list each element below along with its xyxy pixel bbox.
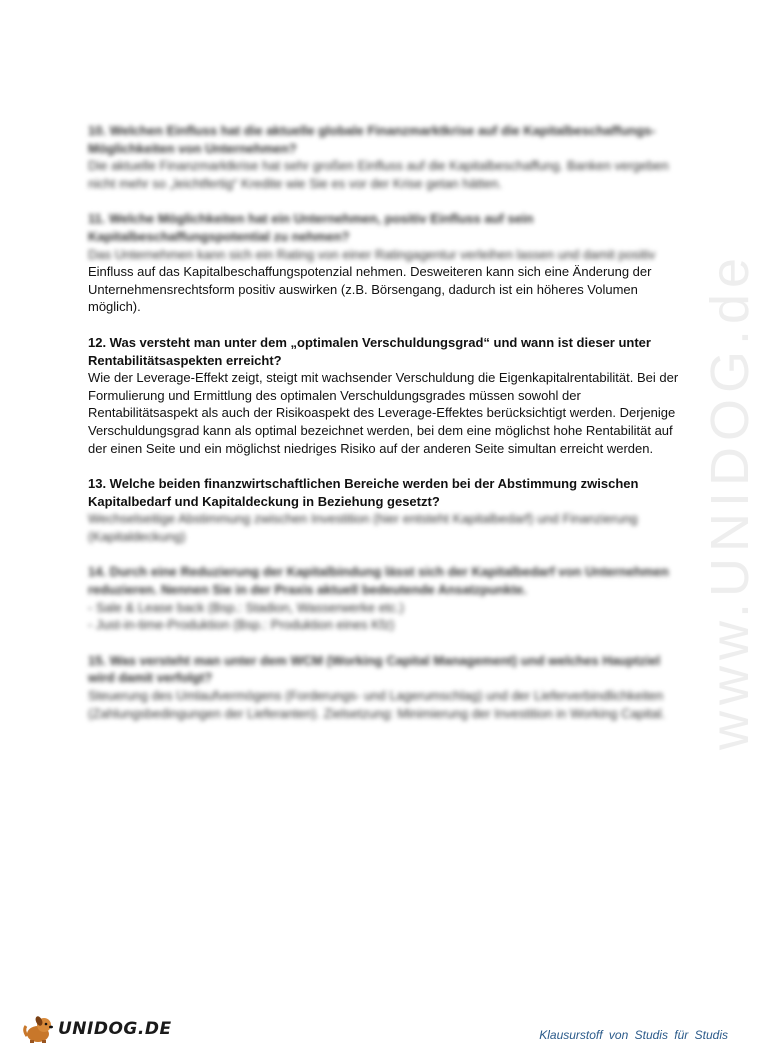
logo-text: UNIDOG.DE xyxy=(58,1019,172,1039)
qa-item-10 xyxy=(88,122,690,192)
answer-14-line-2: - Just-in-time-Produktion (Bsp.: Produktion eines Kfz) xyxy=(88,617,395,633)
footer-slogan: Klausurstoff von Studis für Studis xyxy=(539,1028,728,1042)
answer-12-line-1: Wie der Leverage-Effekt zeigt, steigt mit wachsender Verschuldung die Eigenkapitalrentabilität. Bei der Formulierung und Ermittlung des optimalen Verschuldungsgrades müssen sowohl der Rentabilitätsaspekt als auch der Risikoaspekt des Leverage-Effektes berücksichtigt werden. Derjenige Verschuldungsgrad kann als optimal bezeichnet werden, bei dem eine möglichst hohe Rentabilität auf der einen Seite und ein möglichst niedriges Risiko auf der anderen Seite simultan erreicht werden. xyxy=(88,370,679,456)
footer-logo[interactable] xyxy=(22,1014,172,1044)
qa-item-15 xyxy=(88,652,690,722)
question-13: 13. Welche beiden finanzwirtschaftlichen Bereiche werden bei der Abstimmung zwischen Kapitalbedarf und Kapitaldeckung in Beziehung gesetzt? xyxy=(88,476,639,509)
question-10: 10. Welchen Einfluss hat die aktuelle globale Finanzmarktkrise auf die Kapitalbeschaffungs-Möglichkeiten von Unternehmen? xyxy=(88,123,656,156)
qa-item-12 xyxy=(88,334,690,457)
qa-item-14 xyxy=(88,563,690,633)
qa-item-13 xyxy=(88,475,690,545)
question-12: 12. Was versteht man unter dem „optimalen Verschuldungsgrad“ und wann ist dieser unter Rentabilitätsaspekten erreicht? xyxy=(88,334,651,368)
watermark-text: www.UNIDOG.de xyxy=(700,251,760,751)
document-body xyxy=(88,122,690,740)
question-15: 15. Was versteht man unter dem WCM (Working Capital Management) und welches Hauptziel wird damit verfolgt? xyxy=(88,652,661,686)
dog-mascot-icon xyxy=(22,1014,56,1044)
answer-15-line-1: Steuerung des Umlaufvermögens (Forderungs- und Lagerumschlag) und der Lieferverbindlichkeiten (Zahlungsbedingungen der Lieferanten). Zielsetzung: Minimierung der Investition in Working Capital. xyxy=(88,688,666,721)
question-11: 11. Welche Möglichkeiten hat ein Unternehmen, positiv Einfluss auf sein Kapitalbeschaffungspotential zu nehmen? xyxy=(88,211,534,244)
answer-11-line-1: Das Unternehmen kann sich ein Rating von einer Ratingagentur verleihen lassen und damit positiv xyxy=(88,246,656,262)
qa-item-11 xyxy=(88,210,690,316)
question-14: 14. Durch eine Reduzierung der Kapitalbindung lässt sich der Kapitalbedarf von Unternehmen reduzieren. Nennen Sie in der Praxis aktuell bedeutende Ansatzpunkte. xyxy=(88,564,669,598)
answer-10-line-1: Die aktuelle Finanzmarktkrise hat sehr großen Einfluss auf die Kapitalbeschaffung. Banken vergeben nicht mehr so „leichtfertig“ Kredite wie Sie es vor der Krise getan hätten. xyxy=(88,158,669,191)
answer-14-line-1: - Sale & Lease back (Bsp.: Stadion, Wasserwerke etc.) xyxy=(88,599,404,615)
answer-11-line-2: Einfluss auf das Kapitalbeschaffungspotenzial nehmen. Desweiteren kann sich eine Änderung der Unternehmensrechtsform positiv auswirken (z.B. Börsengang, dadurch ist ein höheres Volumen möglich). xyxy=(88,264,652,315)
answer-13-line-1: Wechselseitige Abstimmung zwischen Investition (hier entsteht Kapitalbedarf) und Finanzierung (Kapitaldeckung) xyxy=(88,511,638,544)
